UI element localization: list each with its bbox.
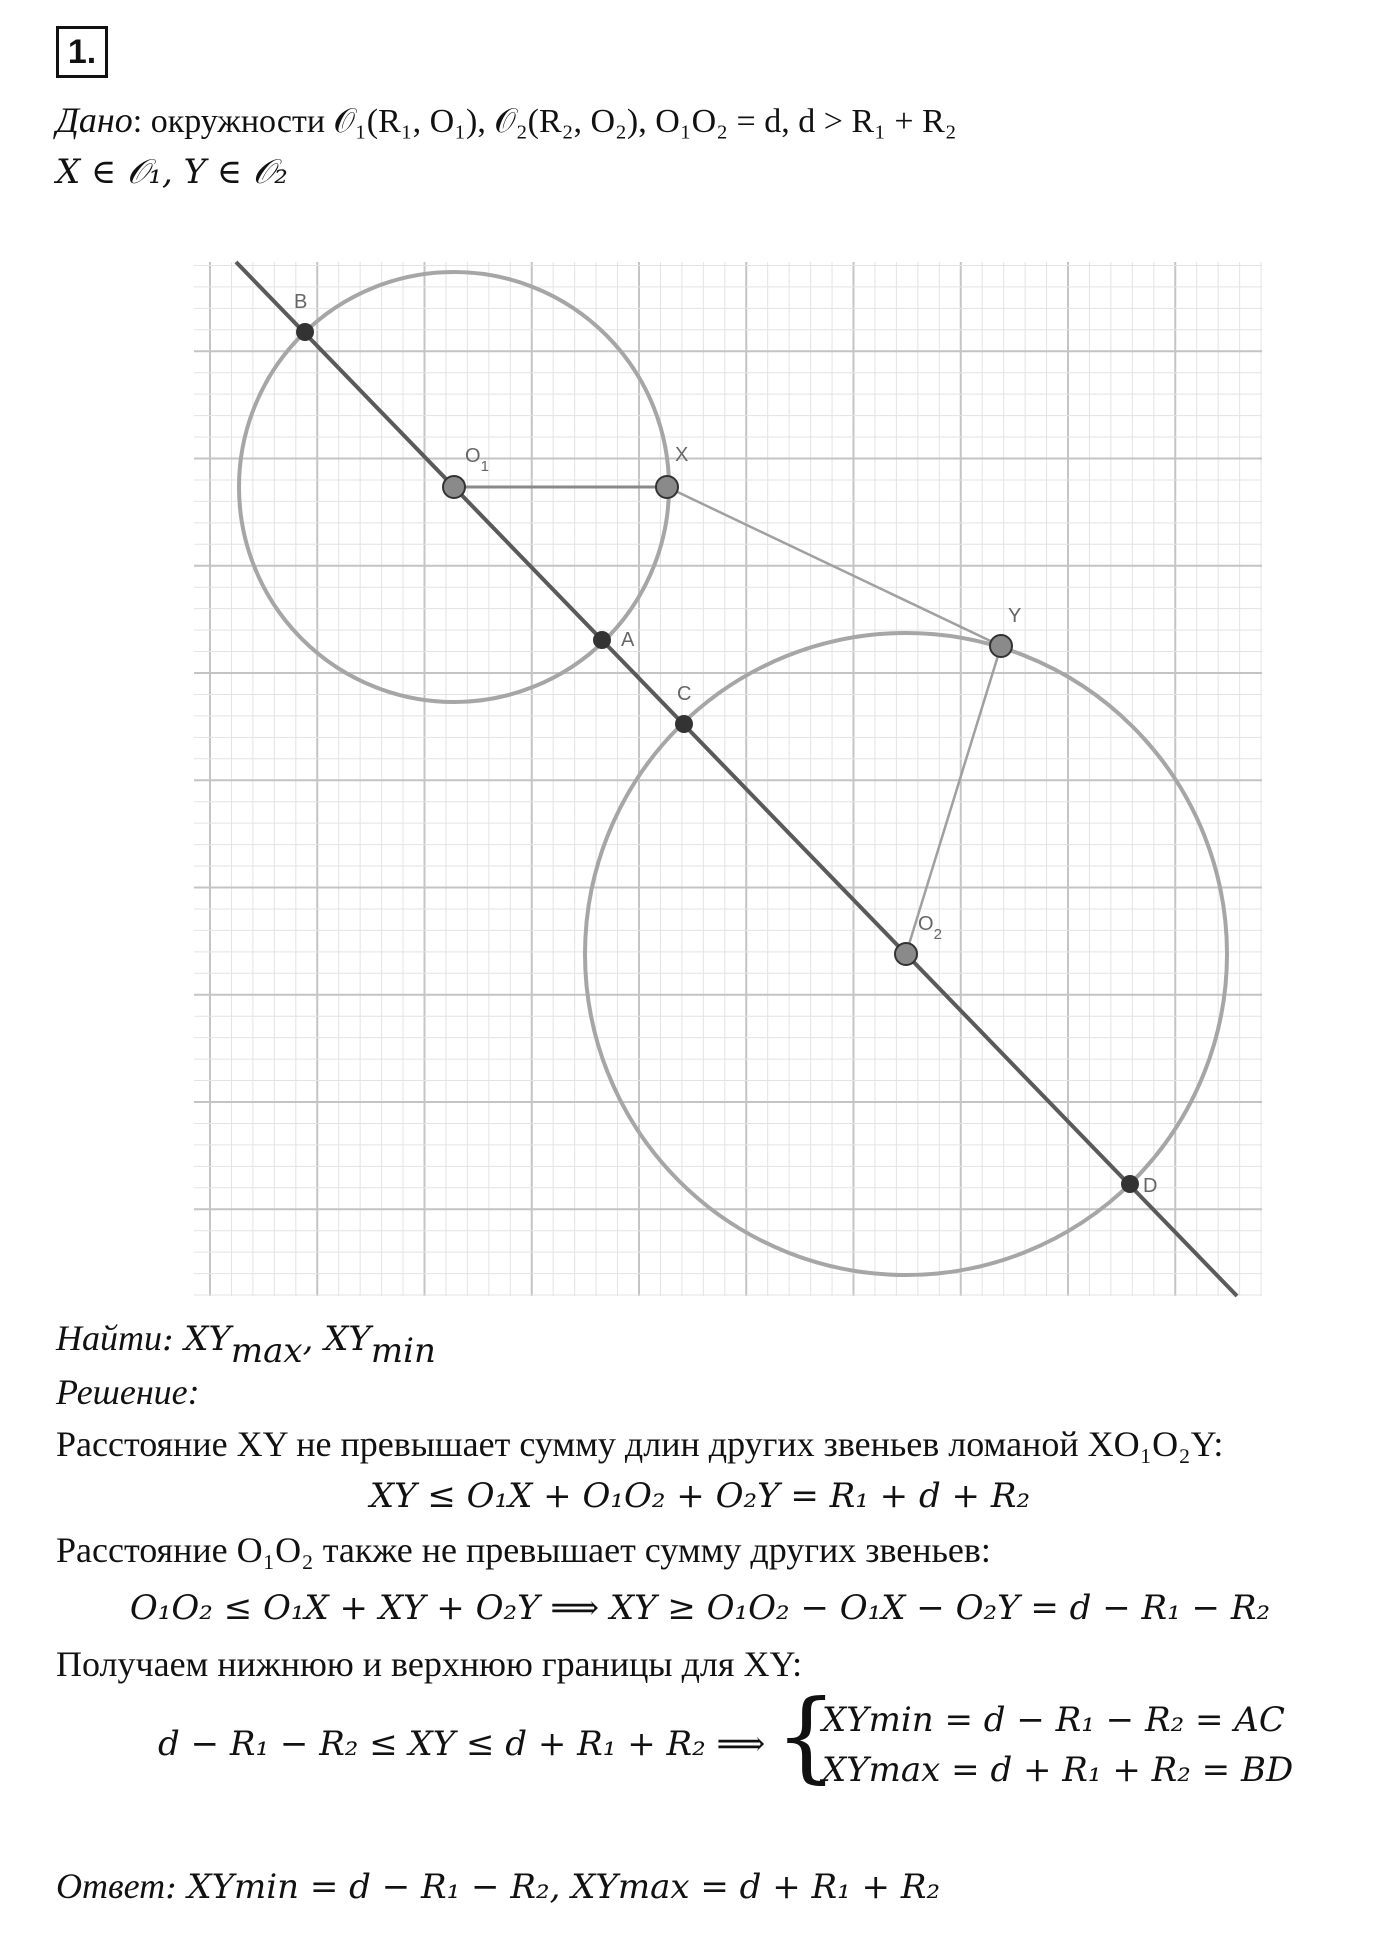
label-o1: $O_1$ bbox=[465, 445, 489, 475]
equation-3-left: d − R₁ − R₂ ≤ XY ≤ d + R₁ + R₂ ⟹ bbox=[158, 1724, 766, 1764]
given-text-1: : окружности 𝒪₁(R₁, O₁), 𝒪₂(R₂, O₂), O₁O₂ = d, d > R₁ + R₂ bbox=[132, 103, 957, 140]
label-x: X bbox=[675, 444, 689, 466]
label-y: Y bbox=[1008, 605, 1022, 627]
solution-label: Решение: bbox=[56, 1372, 200, 1412]
point-y bbox=[990, 635, 1012, 657]
find-text: : XY bbox=[162, 1319, 231, 1359]
point-b bbox=[296, 323, 314, 341]
segment-y-o2 bbox=[906, 646, 1001, 954]
grid bbox=[194, 262, 1262, 1296]
label-d: D bbox=[1143, 1175, 1158, 1197]
point-o2 bbox=[895, 943, 917, 965]
find-sub-min: min bbox=[370, 1330, 436, 1371]
point-x bbox=[656, 476, 678, 498]
answer-text: : XYmin = d − R₁ − R₂, XYmax = d + R₁ + R₂ bbox=[165, 1867, 941, 1907]
answer-label: Ответ bbox=[56, 1866, 166, 1906]
equation-3-top: XYmin = d − R₁ − R₂ = AC bbox=[822, 1700, 1285, 1740]
point-a bbox=[593, 631, 611, 649]
equation-1: XY ≤ O₁X + O₁O₂ + O₂Y = R₁ + d + R₂ bbox=[369, 1476, 1031, 1516]
label-b: B bbox=[294, 291, 308, 313]
given-label: Дано bbox=[56, 100, 133, 140]
given-line-2: X ∈ 𝒪₁, Y ∈ 𝒪₂ bbox=[56, 152, 288, 192]
solution-paragraph-1: Расстояние XY не превышает сумму длин других звеньев ломаной XO₁O₂Y: bbox=[56, 1424, 1224, 1464]
point-c bbox=[675, 715, 693, 733]
equation-2: O₁O₂ ≤ O₁X + XY + O₂Y ⟹ XY ≥ O₁O₂ − O₁X − O₂Y = d − R₁ − R₂ bbox=[129, 1588, 1271, 1628]
problem-number: 1. bbox=[56, 26, 108, 78]
line-bd bbox=[236, 262, 1237, 1296]
solution-paragraph-2: Расстояние O₁O₂ также не превышает сумму других звеньев: bbox=[56, 1530, 991, 1570]
point-o1 bbox=[443, 476, 465, 498]
find-label: Найти bbox=[56, 1318, 162, 1358]
label-c: C bbox=[677, 683, 692, 705]
find-sep: , XY bbox=[302, 1319, 371, 1359]
label-o2: $O_2$ bbox=[918, 913, 942, 943]
find-line bbox=[56, 1316, 436, 1371]
answer-line bbox=[56, 1864, 940, 1909]
label-a: A bbox=[621, 629, 635, 651]
equation-3-bottom: XYmax = d + R₁ + R₂ = BD bbox=[822, 1750, 1294, 1790]
point-d bbox=[1121, 1175, 1139, 1193]
find-sub-max: max bbox=[230, 1330, 303, 1371]
solution-paragraph-3: Получаем нижнюю и верхнюю границы для XY: bbox=[56, 1644, 803, 1684]
system-brace: { bbox=[775, 1680, 838, 1794]
